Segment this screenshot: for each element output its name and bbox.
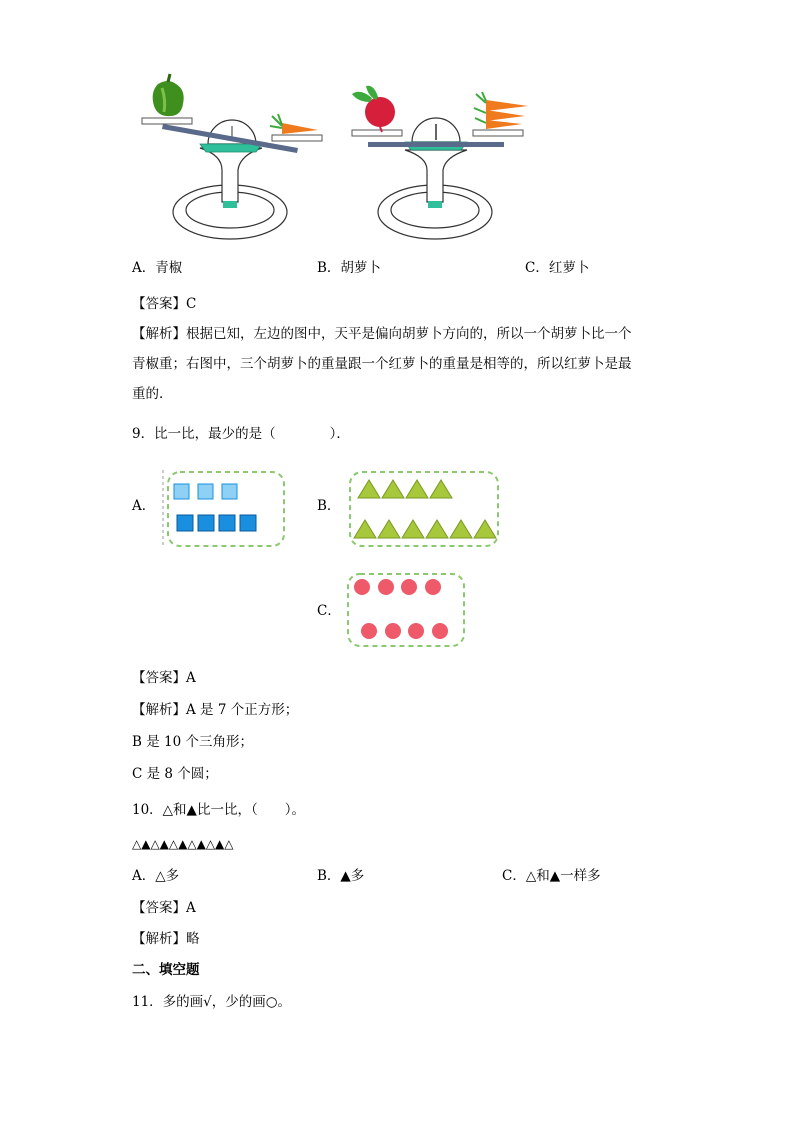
square-dark — [240, 515, 256, 531]
triangle — [378, 520, 400, 538]
q8-option-a: A．青椒 — [132, 260, 183, 276]
q10-question: 10．△和▲比一比，（ ）。 — [132, 802, 305, 818]
triangle — [406, 480, 428, 498]
circle — [401, 579, 417, 595]
q9-answer: 【答案】A — [132, 670, 196, 686]
left-scale — [142, 74, 322, 239]
triangle — [450, 520, 472, 538]
q8-option-c: C．红萝卜 — [525, 260, 590, 276]
square-dark — [219, 515, 235, 531]
circle — [408, 623, 424, 639]
carrot-icon — [270, 114, 318, 134]
circle — [378, 579, 394, 595]
q8-analysis — [132, 324, 672, 414]
q10-option-b: B．▲多 — [317, 868, 365, 884]
q9-option-c-figure — [346, 572, 466, 648]
q8-analysis-line-1: 【解析】根据已知，左边的图中，天平是偏向胡萝卜方向的，所以一个胡萝卜比一个 — [132, 326, 632, 342]
circle — [354, 579, 370, 595]
square-dark — [198, 515, 214, 531]
q9-option-b-label: B． — [317, 498, 341, 514]
q8-option-b: B．胡萝卜 — [317, 260, 381, 276]
triangle — [474, 520, 496, 538]
q9-question: 9．比一比，最少的是（ ）． — [132, 426, 350, 442]
square-light — [198, 484, 213, 499]
square-dark — [177, 515, 193, 531]
q10-sequence: △▲△▲△▲△▲△▲△ — [132, 837, 234, 851]
radish-icon — [352, 86, 395, 132]
q10-analysis: 【解析】略 — [132, 931, 200, 947]
q9-option-c-label: C． — [317, 603, 341, 619]
q10-answer: 【答案】A — [132, 900, 196, 916]
section-heading: 二、填空题 — [132, 962, 200, 978]
q10-option-a: A．△多 — [132, 868, 180, 884]
circle — [425, 579, 441, 595]
q8-answer: 【答案】C — [132, 296, 197, 312]
right-scale — [352, 86, 528, 239]
q8-analysis-line-2: 青椒重；右图中，三个胡萝卜的重量跟一个红萝卜的重量是相等的，所以红萝卜是最 — [132, 356, 632, 372]
q9-analysis-1: 【解析】A 是 7 个正方形； — [132, 702, 299, 718]
circle — [361, 623, 377, 639]
square-light — [174, 484, 189, 499]
three-carrots-icon — [474, 92, 528, 129]
circle — [432, 623, 448, 639]
q9-option-a-figure — [158, 470, 288, 550]
q9-option-b-figure — [348, 470, 500, 548]
triangle — [430, 480, 452, 498]
q9-analysis-2: B 是 10 个三角形； — [132, 734, 253, 750]
q9-option-a-label: A． — [132, 498, 156, 514]
triangle — [426, 520, 448, 538]
triangle — [354, 520, 376, 538]
pepper-icon — [153, 74, 184, 116]
q11-question: 11．多的画√，少的画○。 — [132, 994, 292, 1010]
balance-scales-figure — [0, 0, 794, 260]
q9-analysis-3: C 是 8 个圆； — [132, 766, 218, 782]
square-light — [222, 484, 237, 499]
triangle — [382, 480, 404, 498]
circle — [385, 623, 401, 639]
q10-option-c: C．△和▲一样多 — [502, 868, 601, 884]
triangle — [402, 520, 424, 538]
triangle — [358, 480, 380, 498]
q8-analysis-line-3: 重的． — [132, 386, 173, 402]
